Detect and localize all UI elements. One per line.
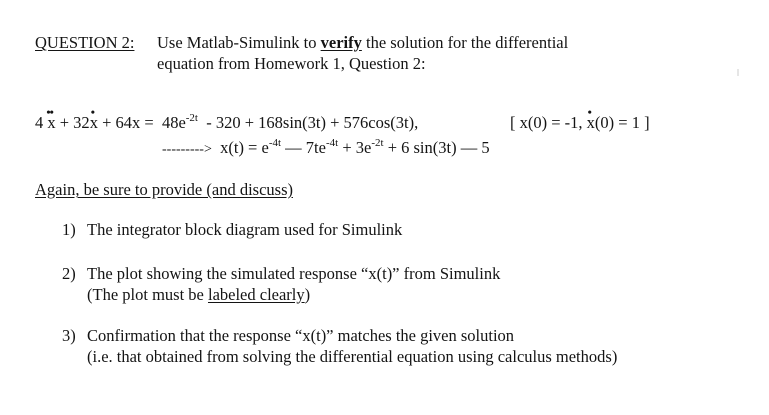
list-item-1-num: 1) [62,220,76,239]
rhs-48e: 48e [161,113,186,132]
sol-2: — 7te [285,138,326,157]
list-item-3-text: Confirmation that the response “x(t)” matches the given solution [87,326,515,345]
sol-exp-2: -4t [325,137,339,149]
x-double-dot: •• x [47,113,55,133]
sol-exp-3: -2t [371,137,384,149]
init-x-dot: • x [587,113,595,133]
list-item-2-text: The plot showing the simulated response “x(t)” from Simulink [87,264,501,283]
item2-line2-suffix: ) [304,285,311,304]
list-item-2-num: 2) [62,264,76,283]
initial-conditions [510,113,650,133]
coef-32: + 32 [59,113,90,132]
coef-4: 4 [35,113,44,132]
list-item-2-line2 [87,285,310,305]
term-64x: + 64x = [102,113,154,132]
rhs-rest: - 320 + 168sin(3t) + 576cos(3t), [206,113,419,132]
solution-line [162,138,490,160]
sol-exp-1: -4t [268,137,282,149]
question-header [35,33,134,53]
again-heading: Again, be sure to provide (and discuss) [35,180,293,199]
list-item-3-num: 3) [62,326,76,345]
sol-4: + 6 sin(3t) — 5 [387,138,490,157]
x-dot: • x [90,113,98,133]
question-line-1 [157,33,568,53]
verify-emphasis: verify [320,33,362,52]
list-item-1-text: The integrator block diagram used for Simulink [87,220,403,239]
init-close: (0) = 1 ] [594,113,650,132]
sol-1: x(t) = e [220,138,269,157]
labeled-clearly: labeled clearly [207,285,305,304]
item2-line2-prefix: (The plot must be [87,285,204,304]
solution-arrow: ---------> [162,142,212,157]
differential-equation [35,113,418,133]
question-line1-suffix: the solution for the differential [365,33,569,52]
question-line-2: equation from Homework 1, Question 2: [157,54,426,73]
question-label: QUESTION 2: [35,33,135,52]
list-item-3-line2: (i.e. that obtained from solving the differential equation using calculus methods) [87,347,618,366]
init-neg: -1, [564,113,583,132]
question-line1-prefix: Use Matlab-Simulink to [157,33,317,52]
scan-artifact [737,69,739,76]
rhs-exp-1: -2t [185,112,198,124]
init-open: [ x(0) = [510,113,561,132]
sol-3: + 3e [342,138,372,157]
